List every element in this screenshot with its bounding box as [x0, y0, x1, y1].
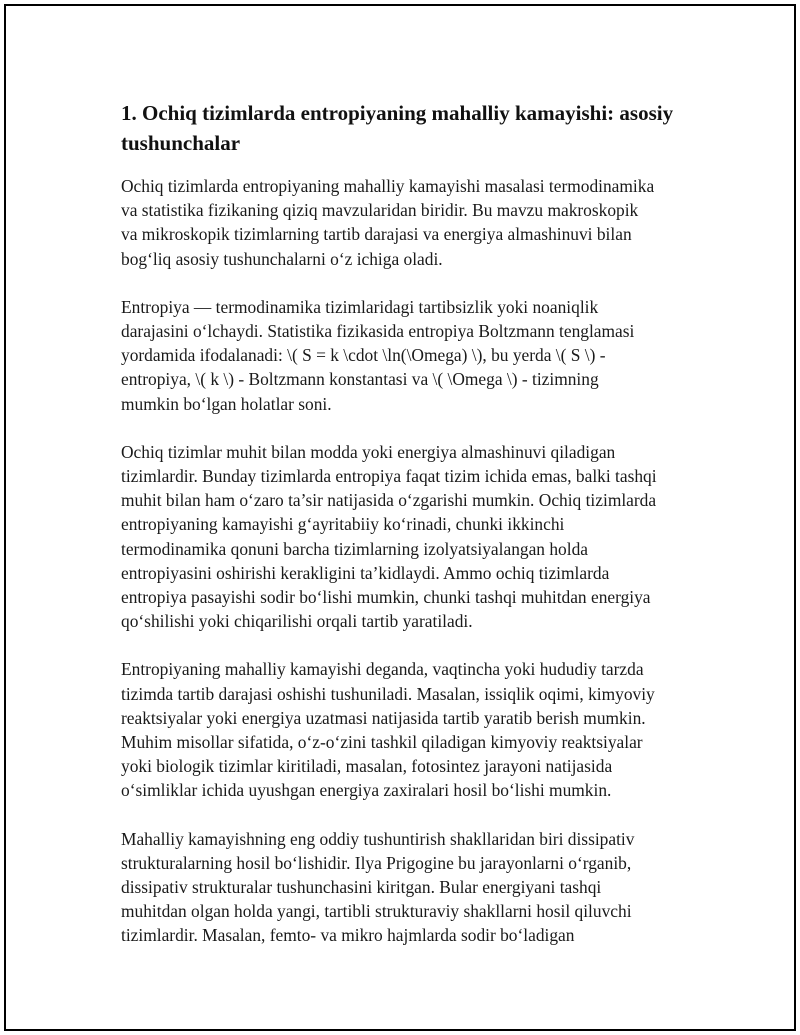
- paragraph-local-decrease: Entropiyaning mahalliy kamayishi deganda, vaqtincha yoki hududiy tarzda tizimda tartib darajasi oshishi tushuniladi. Masalan, issiqlik oqimi, kimyoviy reaktsiyalar yoki energiya uzatmasi natijasida tartib yaratib berish mumkin. Muhim misollar sifatida, o‘z-o‘zini tashkil qiladigan kimyoviy reaktsiyalar yoki biologik tizimlar kiritiladi, masalan, fotosintez jarayoni natijasida o‘simliklar ichida uyushgan energiya zaxiralari hosil bo‘lishi mumkin.: [121, 659, 655, 801]
- document-body: [121, 98, 695, 972]
- paragraph-dissipative-structures: Mahalliy kamayishning eng oddiy tushuntirish shakllaridan biri dissipativ strukturalarning hosil bo‘lishidir. Ilya Prigogine bu jarayonlarni o‘rganib, dissipativ strukturalar tushunchasini kiritgan. Bular energiyani tashqi muhitdan olgan holda yangi, tartibli strukturaviy shakllarni hosil qiluvchi tizimlardir. Masalan, femto- va mikro hajmlarda sodir bo‘ladigan: [121, 828, 635, 946]
- paragraph-open-systems: Ochiq tizimlar muhit bilan modda yoki energiya almashinuvi qiladigan tizimlardir. Bunday tizimlarda entropiya faqat tizim ichida emas, balki tashqi muhit bilan ham o‘zaro ta’sir natijasida o‘zgarishi mumkin. Ochiq tizimlarda entropiyaning kamayishi g‘ayritabiiy ko‘rinadi, chunki ikkinchi termodinamika qonuni barcha tizimlarning izolyatsiyalangan holda entropiyasini oshirishi kerakligini ta’kidlaydi. Ammo ochiq tizimlarda entropiya pasayishi sodir bo‘lishi mumkin, chunki tashqi muhitdan energiya qo‘shilishi yoki chiqarilishi orqali tartib yaratiladi.: [121, 441, 657, 632]
- section-heading: 1. Ochiq tizimlarda entropiyaning mahalliy kamayishi: asosiy tushunchalar: [121, 101, 674, 155]
- paragraph-entropy-definition: Entropiya — termodinamika tizimlaridagi tartibsizlik yoki noaniqlik darajasini o‘lchaydi. Statistika fizikasida entropiya Boltzmann tenglamasi yordamida ifodalanadi: \( S = k \cdot \ln(\Omega) \), bu yerda \( S \) - entropiya, \( k \) - Boltzmann konstantasi va \( \Omega \) - tizimning mumkin bo‘lgan holatlar soni.: [121, 296, 635, 414]
- paragraph-intro: Ochiq tizimlarda entropiyaning mahalliy kamayishi masalasi termodinamika va statistika fizikaning qiziq mavzularidan biridir. Bu mavzu makroskopik va mikroskopik tizimlarning tartib darajasi va energiya almashinuvi bilan bog‘liq asosiy tushunchalarni o‘z ichiga oladi.: [121, 176, 655, 269]
- page-frame: [4, 4, 796, 1031]
